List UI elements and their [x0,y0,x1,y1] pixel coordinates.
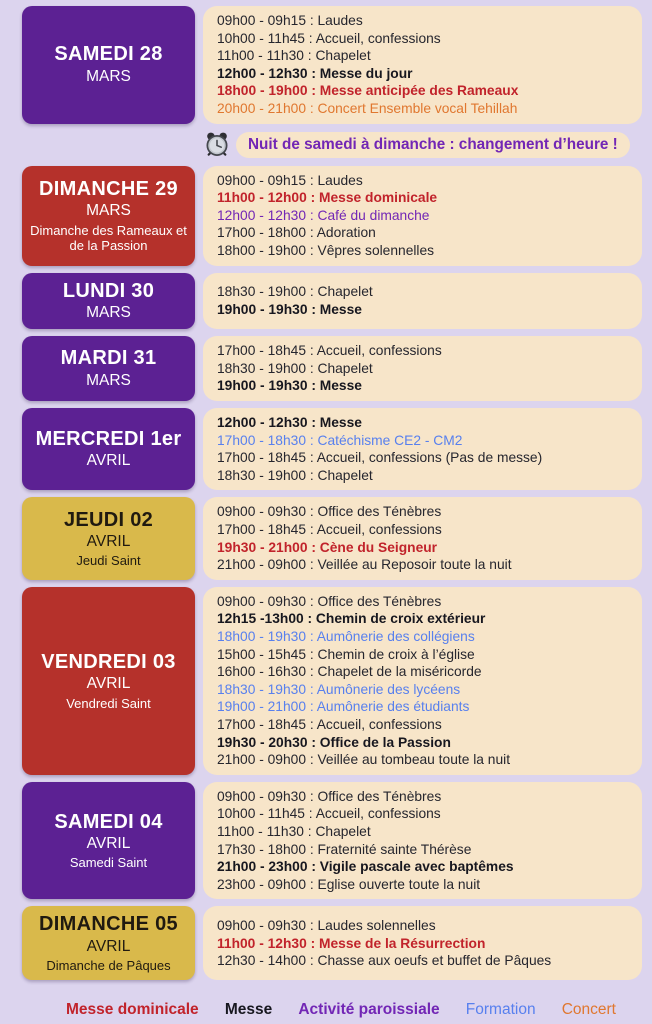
day-subtitle: Dimanche des Rameaux et de la Passion [30,222,187,253]
event-line: 21h00 - 09h00 : Veillée au Reposoir toute la nuit [217,557,512,573]
event-line: 18h00 - 19h00 : Vêpres solennelles [217,242,435,258]
day-subtitle: Samedi Saint [69,855,148,871]
event-line: 11h00 - 11h30 : Chapelet [217,823,371,839]
legend-activite-paroissiale: Activité paroissiale [298,1001,440,1018]
event-line: 12h00 - 12h30 : Messe [217,415,362,431]
day-events-panel [203,6,642,124]
category-legend [22,999,642,1024]
day-title: MARDI 31 [60,347,157,370]
day-events-panel [203,587,642,775]
day-title: VENDREDI 03 [41,650,176,673]
day-events-panel [203,782,642,900]
event-line: 09h00 - 09h30 : Laudes solennelles [217,917,436,933]
event-line: 21h00 - 23h00 : Vigile pascale avec baptêmes [217,859,514,875]
day-month: MARS [86,303,131,321]
event-line: 09h00 - 09h15 : Laudes [217,13,363,28]
day-month: AVRIL [86,937,131,955]
event-line: 11h00 - 11h30 : Chapelet [217,48,371,64]
day-row-dimanche-05 [22,906,642,980]
event-line: 12h00 - 12h30 : Messe du jour [217,65,413,81]
event-line: 18h00 - 19h00 : Messe anticipée des Rameaux [217,83,519,99]
day-row-samedi-04 [22,782,642,900]
day-title: DIMANCHE 05 [39,913,178,936]
alarm-clock-icon [203,131,231,159]
event-line: 11h00 - 12h00 : Messe dominicale [217,190,438,206]
event-line: 19h00 - 21h00 : Aumônerie des étudiants [217,699,470,715]
legend-messe-dominicale: Messe dominicale [66,1001,199,1018]
event-line: 17h00 - 18h00 : Adoration [217,225,376,241]
event-line: 17h00 - 18h45 : Accueil, confessions [217,343,442,359]
event-line: 19h00 - 19h30 : Messe [217,301,362,317]
event-line: 10h00 - 11h45 : Accueil, confessions [217,806,441,822]
day-title: LUNDI 30 [62,279,155,302]
event-line: 09h00 - 09h30 : Office des Ténèbres [217,788,442,804]
event-line: 17h30 - 18h00 : Fraternité sainte Thérèse [217,841,472,857]
day-box-samedi-28 [22,6,195,124]
day-box-lundi-30 [22,273,195,330]
day-box-mardi-31 [22,336,195,401]
day-month: AVRIL [86,452,131,470]
day-title: SAMEDI 28 [54,43,163,66]
event-line: 12h30 - 14h00 : Chasse aux oeufs et buffet de Pâques [217,953,552,969]
event-line: 15h00 - 15h45 : Chemin de croix à l’église [217,646,475,662]
day-events-panel [203,336,642,401]
day-month: MARS [86,67,131,85]
event-line: 19h00 - 19h30 : Messe [217,378,362,394]
day-row-lundi-30 [22,273,642,330]
day-title: DIMANCHE 29 [39,177,178,200]
event-line: 18h30 - 19h30 : Aumônerie des lycéens [217,681,461,697]
day-events-panel [203,906,642,980]
day-box-samedi-04 [22,782,195,900]
day-subtitle: Jeudi Saint [76,553,141,569]
notice-text: Nuit de samedi à dimanche : changement d’heure ! [236,132,630,158]
day-title: SAMEDI 04 [54,810,163,833]
day-month: AVRIL [86,675,131,693]
day-box-dimanche-29 [22,166,195,266]
time-change-notice [203,131,642,159]
day-subtitle: Dimanche de Pâques [46,958,171,974]
day-events-panel [203,408,642,490]
day-month: MARS [86,202,131,220]
day-events-panel [203,497,642,579]
event-line: 17h00 - 18h45 : Accueil, confessions [217,716,442,732]
day-title: MERCREDI 1er [35,427,182,450]
day-box-jeudi-02 [22,497,195,579]
event-line: 18h30 - 19h00 : Chapelet [217,284,373,300]
event-line: 23h00 - 09h00 : Eglise ouverte toute la nuit [217,876,481,892]
legend-formation: Formation [465,1001,536,1018]
day-events-panel [203,166,642,266]
day-row-vendredi-03 [22,587,642,775]
event-line: 17h00 - 18h45 : Accueil, confessions (Pas de messe) [217,450,543,466]
day-events-panel [203,273,642,330]
event-line: 10h00 - 11h45 : Accueil, confessions [217,30,441,46]
legend-messe: Messe [224,1001,273,1018]
event-line: 12h15 -13h00 : Chemin de croix extérieur [217,611,486,627]
day-month: MARS [86,371,131,389]
day-box-mercredi-1er [22,408,195,490]
event-line: 09h00 - 09h15 : Laudes [217,172,363,188]
day-row-mercredi-1er [22,408,642,490]
event-line: 18h30 - 19h00 : Chapelet [217,467,373,483]
event-line: 09h00 - 09h30 : Office des Ténèbres [217,504,442,520]
event-line: 19h30 - 21h00 : Cène du Seigneur [217,539,438,555]
day-title: JEUDI 02 [63,508,154,531]
event-line: 19h30 - 20h30 : Office de la Passion [217,734,451,750]
day-row-jeudi-02 [22,497,642,579]
event-line: 18h00 - 19h30 : Aumônerie des collégiens [217,629,475,645]
day-row-samedi-28 [22,6,642,124]
day-row-dimanche-29 [22,166,642,266]
event-line: 17h00 - 18h30 : Catéchisme CE2 - CM2 [217,432,463,448]
day-month: AVRIL [86,834,131,852]
day-box-dimanche-05 [22,906,195,980]
event-line: 11h00 - 12h30 : Messe de la Résurrection [217,935,486,951]
event-line: 20h00 - 21h00 : Concert Ensemble vocal Tehillah [217,100,518,116]
day-subtitle: Vendredi Saint [66,695,151,711]
event-line: 12h00 - 12h30 : Café du dimanche [217,207,430,223]
event-line: 21h00 - 09h00 : Veillée au tombeau toute la nuit [217,752,511,768]
event-line: 16h00 - 16h30 : Chapelet de la miséricorde [217,664,482,680]
day-box-vendredi-03 [22,587,195,775]
event-line: 17h00 - 18h45 : Accueil, confessions [217,522,442,538]
event-line: 09h00 - 09h30 : Office des Ténèbres [217,593,442,609]
day-month: AVRIL [86,532,131,550]
legend-concert: Concert [561,1001,616,1018]
event-line: 18h30 - 19h00 : Chapelet [217,360,373,376]
day-row-mardi-31 [22,336,642,401]
